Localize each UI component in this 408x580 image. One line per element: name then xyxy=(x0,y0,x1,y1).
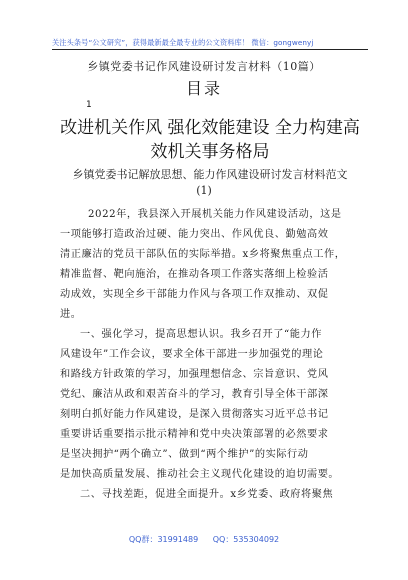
header-divider xyxy=(52,49,368,50)
header-promo-note: 关注头条号“公文研究”，获得最新最全最专业的公文资料库！ 微信：gongwenyj xyxy=(52,38,314,47)
body-line: 风建设年”工作会议，要求全体干部进一步加强党的理论 xyxy=(60,349,324,360)
body-line: 重要讲话重要指示批示精神和党中央决策部署的必然要求 xyxy=(60,429,329,440)
body-line: 刻明白抓好能力作风建设，是深入贯彻落实习近平总书记 xyxy=(60,409,329,420)
body-line: 是加快高质量发展、推动社会主义现代化建设的迫切需要。 xyxy=(60,469,340,480)
body-line: 是坚决拥护“两个确立”、做到“两个维护”的实际行动 xyxy=(60,449,309,460)
footer-qq: QQ：535304092 xyxy=(212,535,280,544)
article-subtitle: 乡镇党委书记解放思想、能力作风建设研讨发言材料范文 xyxy=(72,168,348,181)
body-line: 一项能够打造政治过硬、能力突出、作风优良、勤勉高效 xyxy=(60,229,329,240)
article-main-title xyxy=(60,116,360,164)
document-title: 乡镇党委书记作风建设研讨发言材料（10篇） xyxy=(87,60,321,73)
body-line: 一、强化学习，提高思想认识。我乡召开了“能力作 xyxy=(80,329,322,340)
body-line: 党纪、廉洁从政和艰苦奋斗的学习，教育引导全体干部深 xyxy=(60,389,329,400)
body-line: 精准监督、靶向施治，在推动各项工作落实落细上检验活 xyxy=(60,269,329,280)
body-line: 2022年，我县深入开展机关能力作风建设活动，这是 xyxy=(88,209,342,220)
body-line: 进。 xyxy=(60,309,82,320)
toc-heading: 目录 xyxy=(185,79,222,98)
toc-entry-number: 1 xyxy=(86,100,92,110)
footer-contact xyxy=(0,534,408,545)
body-line: 和路线方针政策的学习，加强理想信念、宗旨意识、党风 xyxy=(60,369,329,380)
main-title-line: 改进机关作风 强化效能建设 全力构建高 xyxy=(60,118,360,138)
article-body xyxy=(60,205,352,505)
body-line: 二、寻找差距，促进全面提升。x乡党委、政府将聚焦 xyxy=(80,489,334,500)
main-title-line: 效机关事务格局 xyxy=(150,142,270,162)
body-line: 清正廉洁的党员干部队伍的实际举措。x乡将聚焦重点工作， xyxy=(60,249,346,260)
footer-qq-group: QQ群：31991489 xyxy=(128,535,199,544)
article-number: (1) xyxy=(196,184,212,197)
body-line: 动成效，实现全乡干部能力作风与各项工作双推动、双促 xyxy=(60,289,329,300)
